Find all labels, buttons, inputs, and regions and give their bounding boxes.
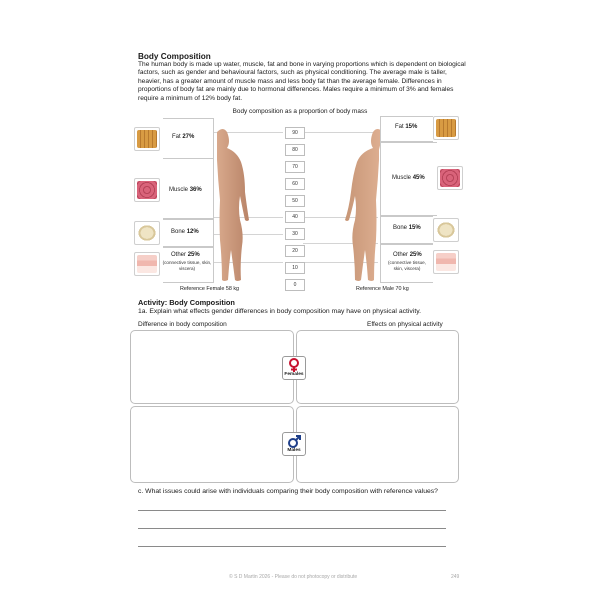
fat-tissue-icon [134,127,160,151]
question-c: c. What issues could arise with individuals comparing their body composition with reference values? [138,488,438,495]
answer-line[interactable] [138,510,446,511]
female-muscle-label: Muscle 36% [169,187,202,193]
scale-tick: 90 [285,127,305,139]
column-header-left: Difference in body composition [138,321,227,328]
female-difference-answer-box[interactable] [130,330,294,404]
page-number: 249 [451,574,460,580]
bone-tissue-icon [433,218,459,242]
scale-tick: 80 [285,144,305,156]
answer-line[interactable] [138,546,446,547]
scale-tick: 0 [285,279,305,291]
activity-title: Activity: Body Composition [138,298,235,307]
scale-tick: 50 [285,195,305,207]
male-other-label: Other 25% [393,252,422,258]
column-header-right: Effects on physical activity [367,321,443,328]
female-fat-label: Fat 27% [172,134,195,140]
answer-line[interactable] [138,528,446,529]
fat-tissue-icon [433,116,459,140]
intro-paragraph: The human body is made up water, muscle, fat and bone in varying proportions which is dependent on biological factors, such as gender and behavioural factors, such as physical conditioning. The average male is taller, heavier, has a greater amount of muscle mass and less body fat than the average female. Differences in proportions of body fat are mainly due to hormonal differences. Males require a minimum of 3% and females require a minimum of 12% body fat. [138,61,466,102]
figure-title: Body composition as a proportion of body mass [232,108,368,115]
scale-tick: 30 [285,228,305,240]
muscle-tissue-icon [437,166,463,190]
male-symbol-badge [282,432,306,456]
female-symbol-icon [288,358,300,372]
scale-tick: 40 [285,211,305,223]
male-muscle-label: Muscle 45% [392,175,425,181]
male-symbol-icon [288,434,301,448]
male-bone-label: Bone 15% [393,225,421,231]
male-other-note: (connective tissue, skin, viscera) [387,260,427,271]
female-other-label: Other 25% [171,252,200,258]
female-body-figure [205,118,265,286]
males-label: Males [287,448,301,453]
females-label: Females [284,372,304,377]
page-title: Body Composition [138,52,211,61]
female-other-note: (connective tissue, skin, viscera) [162,260,212,271]
female-symbol-badge [282,356,306,380]
scale-tick: 60 [285,178,305,190]
bone-tissue-icon [134,221,160,245]
scale-tick: 10 [285,262,305,274]
male-effects-answer-box[interactable] [296,406,459,483]
footer-copyright: © S D Martin 2026 - Please do not photocopy or distribute [229,574,358,580]
muscle-tissue-icon [134,178,160,202]
skin-tissue-icon [433,250,459,274]
male-difference-answer-box[interactable] [130,406,294,483]
skin-tissue-icon [134,252,160,276]
female-effects-answer-box[interactable] [296,330,459,404]
scale-tick: 20 [285,245,305,257]
question-1a: 1a. Explain what effects gender differences in body composition may have on physical activity. [138,308,421,315]
female-reference: Reference Female 58 kg [180,286,240,292]
male-reference: Reference Male 70 kg [356,286,409,292]
male-fat-label: Fat 15% [395,124,418,130]
female-bone-label: Bone 12% [171,229,199,235]
scale-tick: 70 [285,161,305,173]
